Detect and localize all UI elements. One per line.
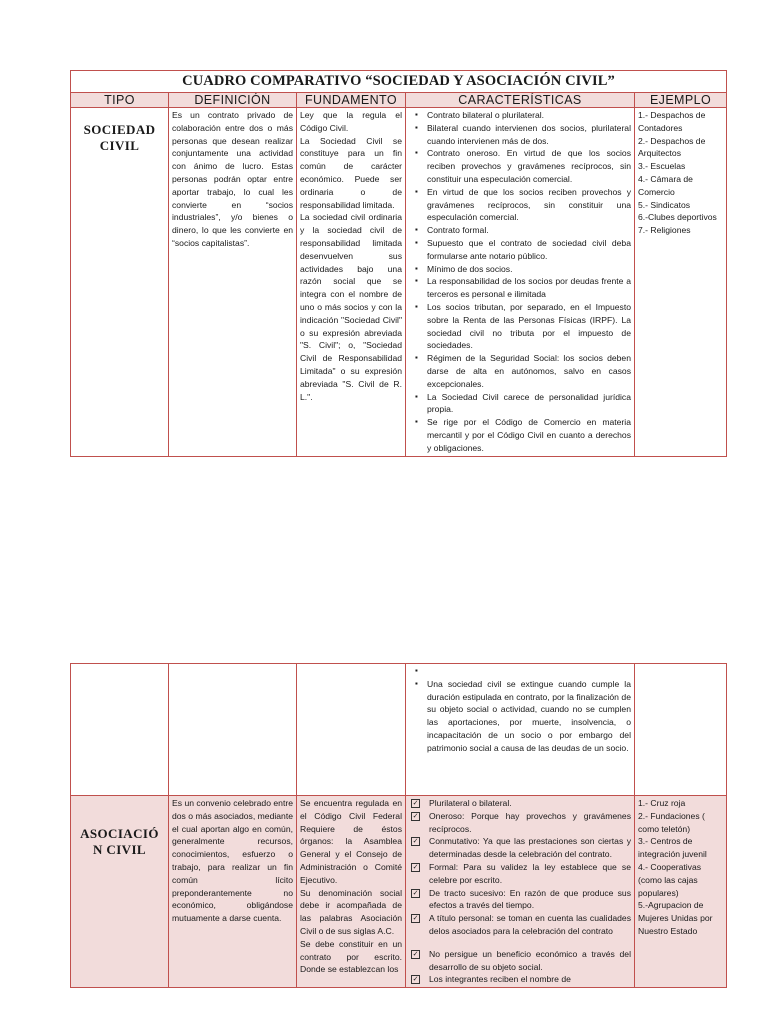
empty-cell — [71, 664, 169, 796]
list-item: ▪ Bilateral cuando intervienen dos socios, plurilateral cuando intervienen más de dos. — [409, 122, 631, 148]
list-item: ▪ Supuesto que el contrato de sociedad civil deba formularse ante notario público. — [409, 237, 631, 263]
list-item — [409, 810, 631, 836]
fundamento-para: Su denominación social debe ir acompañada de las palabras Asociación Civil o de sus siglas A.C. — [300, 887, 402, 936]
tipo-line: SOCIEDAD — [83, 122, 156, 137]
fundamento-para: Ley que la regula el Código Civil. — [300, 110, 402, 133]
list-item — [409, 835, 631, 861]
definicion-sociedad — [169, 108, 297, 457]
tipo-sociedad-civil — [71, 108, 169, 457]
caracteristicas-list — [409, 665, 631, 755]
caracteristicas-sociedad — [406, 108, 635, 457]
checkbox-icon: ✓ — [412, 800, 419, 807]
fundamento-para: Se encuentra regulada en el Código Civil Federal Requiere de éstos órganos: la Asamblea General y el Consejo de Administración o Comité Ejecutivo. — [300, 798, 402, 885]
list-item: ▪ Contrato oneroso. En virtud de que los socios reciben provechos y gravámenes recíprocos, sin constituir una especulación comercial. — [409, 147, 631, 185]
checkbox-icon: ✓ — [412, 950, 419, 958]
fundamento-para: Se debe constituir en un contrato por escrito. Donde se establezcan los — [300, 938, 402, 975]
ejemplo-item: 4.- Cooperativas (como las cajas populares) — [638, 861, 702, 898]
tipo-asociacion-civil — [71, 796, 169, 988]
list-item — [409, 887, 631, 913]
fundamento-sociedad — [297, 108, 406, 457]
caracteristicas-list — [409, 109, 631, 455]
list-item: ▪ Régimen de la Seguridad Social: los socios deben darse de alta en autónomos, salvo en casos excepcionales. — [409, 352, 631, 390]
definicion-text: Es un convenio celebrado entre dos o más asociados, mediante el cual aportan algo en común, generalmente recursos, conocimientos, esfuerzo o trabajo, para realizar un fin común lícito preponderantemente no económico, obligándose mutuamente a darse cuenta. — [172, 798, 293, 924]
caracteristicas-asociacion — [406, 796, 635, 988]
fundamento-para: La Sociedad Civil se constituye para un fin común de carácter económico. Puede ser ordinaria o de responsabilidad limitada. — [300, 135, 402, 210]
header-fundamento: FUNDAMENTO — [297, 93, 406, 108]
ejemplo-item: 1.- Cruz roja — [638, 798, 686, 808]
list-item-empty — [409, 665, 631, 678]
checkbox-icon: ✓ — [412, 915, 419, 923]
list-item — [409, 861, 631, 887]
ejemplo-item: 1.- Despachos de Contadores — [638, 110, 706, 133]
table-title: CUADRO COMPARATIVO “SOCIEDAD Y ASOCIACIÓN CIVIL” — [71, 71, 727, 93]
ejemplo-item: 2.- Fundaciones ( como teletón) — [638, 810, 705, 834]
header-row — [71, 93, 727, 108]
ejemplo-item: 7.- Religiones — [638, 225, 691, 236]
list-item — [409, 912, 631, 938]
list-item: ▪ Mínimo de dos socios. — [409, 263, 631, 276]
list-item: ▪ Contrato bilateral o plurilateral. — [409, 109, 631, 122]
list-item: ▪ Se rige por el Código de Comercio en materia mercantil y por el Código Civil en cuanto a derechos y obligaciones. — [409, 416, 631, 454]
tipo-line: ASOCIACIÓ — [80, 826, 159, 841]
checkbox-icon: ✓ — [412, 838, 419, 846]
empty-cell — [297, 664, 406, 796]
checkbox-icon: ✓ — [412, 812, 419, 820]
list-item-text: No persigue un beneficio económico a través del desarrollo de su objeto social. — [429, 948, 631, 972]
ejemplo-item: 6.-Clubes deportivos — [638, 212, 717, 223]
ejemplo-item: 3.- Escuelas — [638, 161, 686, 172]
tipo-line: N CIVIL — [92, 842, 146, 857]
ejemplo-item: 3.- Centros de integración juvenil — [638, 836, 707, 860]
header-ejemplo: EJEMPLO — [635, 93, 727, 108]
fundamento-para: La sociedad civil ordinaria y la sociedad civil de responsabilidad limitada desenvuelven sus actividades bajo una razón social que se integra con el nombre de uno o más socios y con la indicación "Sociedad Civil" o su expresión abreviada "S. Civil"; o, "Sociedad Civil de Responsabilidad Limitada" o su expresión abreviada "S. Civil de R. L.". — [300, 212, 402, 402]
list-item-text: A título personal: se toman en cuenta las cualidades delos asociados para la celebración del contrato — [429, 913, 631, 936]
checkbox-icon: ✓ — [412, 976, 419, 984]
list-item — [409, 797, 631, 810]
ejemplo-item: 5.-Agrupacion de Mujeres Unidas por Nuestro Estado — [638, 900, 713, 936]
header-tipo: TIPO — [71, 93, 169, 108]
ejemplo-item: 4.- Cámara de Comercio — [638, 173, 693, 197]
definicion-asociacion — [169, 796, 297, 988]
list-item: ▪ La responsabilidad de los socios por deudas frente a terceros es personal e ilimitada — [409, 275, 631, 301]
list-item: ▪ Los socios tributan, por separado, en el Impuesto sobre la Renta de las Personas Físicas (IRPF). La sociedad civil no tributa por el impuesto de sociedades. — [409, 301, 631, 352]
ejemplo-item: 2.- Despachos de Arquitectos — [638, 135, 706, 159]
list-item-text: Los integrantes reciben el nombre de — [429, 974, 571, 985]
list-item-text: Oneroso: Porque hay provechos y gravámenes recíprocos. — [429, 810, 631, 834]
list-item-text: Conmutativo: Ya que las prestaciones son ciertas y determinadas desde la celebración del contrato. — [429, 836, 631, 860]
empty-cell — [169, 664, 297, 796]
ejemplo-asociacion — [635, 796, 727, 988]
list-item: ▪ La Sociedad Civil carece de personalidad jurídica propia. — [409, 391, 631, 417]
tipo-line: CIVIL — [99, 138, 140, 153]
list-item-text: De tracto sucesivo: En razón de que produce sus efectos a través del tiempo. — [429, 887, 631, 911]
empty-cell — [635, 664, 727, 796]
list-item — [409, 948, 631, 974]
caracteristicas-checklist — [409, 797, 631, 986]
list-item-text: Formal: Para su validez la ley establece que se celebre por escrito. — [429, 861, 631, 885]
comparison-table-page1 — [70, 70, 727, 457]
checkbox-icon: ✓ — [412, 889, 419, 897]
list-item: ▪ Una sociedad civil se extingue cuando cumple la duración estipulada en contrato, por la finalización de su objeto social o actividad, cuando no se cumplen las aportaciones, por muerte, insolvencia, o incapacitación de un socio o por embargo del patrimonio social a causa de las deudas de un socio. — [409, 678, 631, 755]
fundamento-asociacion — [297, 796, 406, 988]
list-item: ▪ Contrato formal. — [409, 224, 631, 237]
comparison-table-page2 — [70, 663, 727, 988]
row-continuacion — [71, 664, 727, 796]
list-item-text: Plurilateral o bilateral. — [429, 798, 512, 808]
ejemplo-item: 5.- Sindicatos — [638, 199, 691, 210]
caracteristicas-continuacion — [406, 664, 635, 796]
definicion-text: Es un contrato privado de colaboración entre dos o más personas que desean realizar conjuntamente una actividad con ánimo de lucro. Estas personas podrán optar entre aportar trabajo, lo cual les convierte en “socios industriales”, y/o bienes o dinero, lo que les convierte en “socios capitalistas”. — [172, 110, 293, 248]
header-caracteristicas: CARACTERÍSTICAS — [406, 93, 635, 108]
list-item — [409, 973, 631, 986]
row-asociacion-civil — [71, 796, 727, 988]
list-item: ▪ En virtud de que los socios reciben provechos y gravámenes recíprocos, sin constituir una especulación comercial. — [409, 186, 631, 224]
ejemplo-sociedad — [635, 108, 727, 457]
checkbox-icon: ✓ — [412, 863, 419, 871]
header-definicion: DEFINICIÓN — [169, 93, 297, 108]
row-sociedad-civil — [71, 108, 727, 457]
